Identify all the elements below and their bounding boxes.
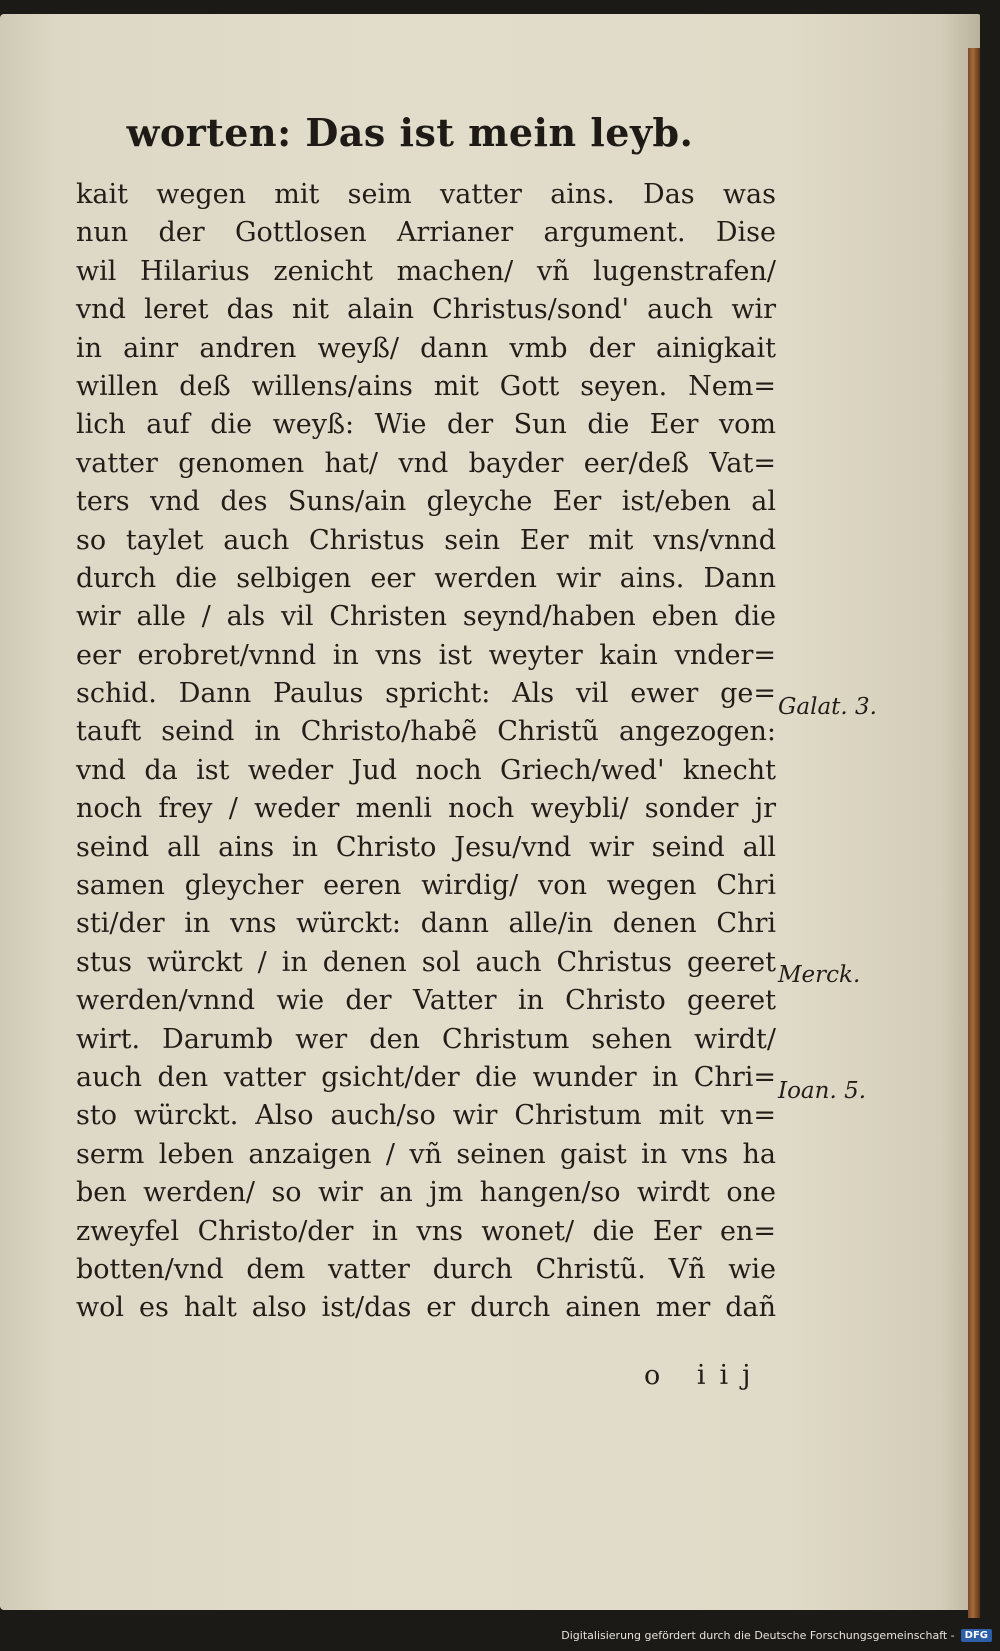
text-line: auch den vatter gsicht/der die wunder in Chri= [76, 1061, 776, 1093]
text-line: wil Hilarius zenicht machen/ vñ lugenstrafen/ [76, 255, 776, 287]
text-line: vnd leret das nit alain Christus/sond' auch wir [76, 294, 776, 326]
text-line: wol es halt also ist/das er durch ainen mer dañ [76, 1292, 776, 1324]
marginal-note-galatians: Galat. 3. [778, 694, 877, 720]
text-line: lich auf die weyß: Wie der Sun die Eer vom [76, 409, 776, 441]
text-line: eer erobret/vnnd in vns ist weyter kain vnder= [76, 639, 776, 671]
text-line: werden/vnnd wie der Vatter in Christo geeret [76, 985, 776, 1017]
running-head: worten: Das ist mein leyb. [126, 110, 694, 155]
text-line: ters vnd des Suns/ain gleyche Eer ist/eben al [76, 486, 776, 518]
text-line: serm leben anzaigen / vñ seinen gaist in vns ha [76, 1138, 776, 1170]
text-line: ben werden/ so wir an jm hangen/so wirdt one [76, 1177, 776, 1209]
text-line: vnd da ist weder Jud noch Griech/wed' knecht [76, 754, 776, 786]
text-block [76, 176, 776, 1328]
text-line: zweyfel Christo/der in vns wonet/ die Eer en= [76, 1215, 776, 1247]
text-line: stus würckt / in denen sol auch Christus geeret [76, 946, 776, 978]
marginal-note-john: Ioan. 5. [778, 1078, 867, 1104]
book-page [0, 14, 980, 1610]
text-line: durch die selbigen eer werden wir ains. Dann [76, 562, 776, 594]
dfg-logo: DFG [961, 1629, 992, 1642]
marginal-note-merck: Merck. [778, 962, 861, 988]
page-edge [968, 48, 980, 1618]
text-line: in ainr andren weyß/ dann vmb der ainigkait [76, 332, 776, 364]
text-line: sti/der in vns würckt: dann alle/in denen Chri [76, 908, 776, 940]
text-line: tauft seind in Christo/habẽ Christũ angezogen: [76, 716, 776, 748]
text-line: samen gleycher eeren wirdig/ von wegen Chri [76, 870, 776, 902]
text-line: nun der Gottlosen Arrianer argument. Dise [76, 217, 776, 249]
text-line: sto würckt. Also auch/so wir Christum mit vn= [76, 1100, 776, 1132]
text-line: wirt. Darumb wer den Christum sehen wirdt/ [76, 1023, 776, 1055]
text-line: willen deß willens/ains mit Gott seyen. Nem= [76, 370, 776, 402]
text-line: schid. Dann Paulus spricht: Als vil ewer ge= [76, 678, 776, 710]
funding-credit: Digitalisierung gefördert durch die Deutsche Forschungsgemeinschaft - [561, 1628, 955, 1642]
text-line: botten/vnd dem vatter durch Christũ. Vñ wie [76, 1253, 776, 1285]
text-line: wir alle / als vil Christen seynd/haben eben die [76, 601, 776, 633]
text-line: seind all ains in Christo Jesu/vnd wir seind all [76, 831, 776, 863]
text-line: kait wegen mit seim vatter ains. Das was [76, 179, 776, 210]
text-line: noch frey / weder menli noch weybli/ sonder jr [76, 793, 776, 825]
signature-mark: o iij [644, 1360, 765, 1391]
digitization-footer [561, 1625, 992, 1645]
text-line: vatter genomen hat/ vnd bayder eer/deß Vat= [76, 447, 776, 479]
text-line: so taylet auch Christus sein Eer mit vns/vnnd [76, 524, 776, 556]
